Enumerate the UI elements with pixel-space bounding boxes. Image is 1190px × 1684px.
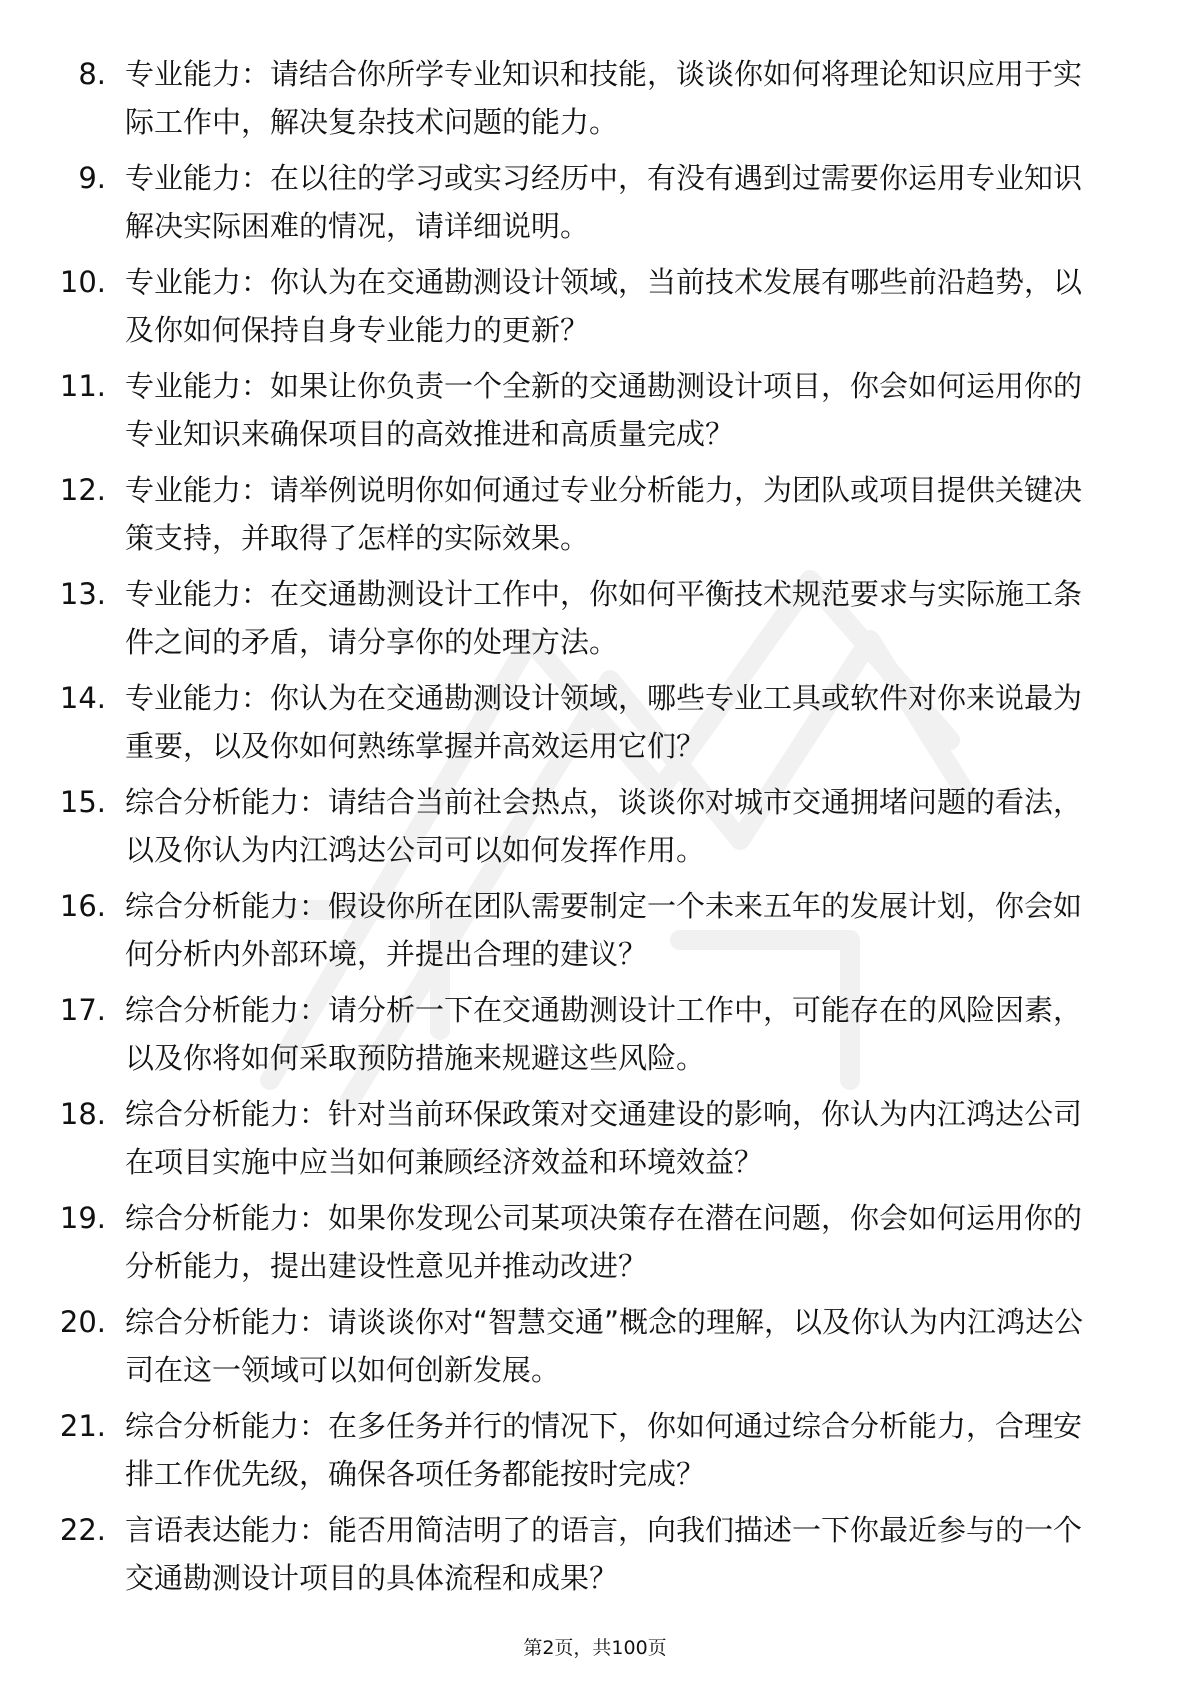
- question-number: 10.: [59, 265, 106, 299]
- question-number: 19.: [59, 1201, 106, 1235]
- question-text: 专业能力：如果让你负责一个全新的交通勘测设计项目，你会如何运用你的专业知识来确保项目的高效推进和高质量完成？: [125, 369, 1083, 451]
- question-text: 综合分析能力：针对当前环保政策对交通建设的影响，你认为内江鸿达公司在项目实施中应当如何兼顾经济效益和环境效益？: [125, 1097, 1083, 1179]
- question-number: 11.: [59, 369, 106, 403]
- question-text: 专业能力：你认为在交通勘测设计领域，当前技术发展有哪些前沿趋势，以及你如何保持自身专业能力的更新？: [125, 265, 1083, 347]
- question-number: 15.: [59, 785, 106, 819]
- question-item: [0, 1194, 1190, 1298]
- question-text: 专业能力：在以往的学习或实习经历中，有没有遇到过需要你运用专业知识解决实际困难的情况，请详细说明。: [125, 161, 1083, 243]
- question-number: 14.: [59, 681, 106, 715]
- question-number: 22.: [59, 1513, 106, 1547]
- question-item: [0, 778, 1190, 882]
- question-number: 18.: [59, 1097, 106, 1131]
- question-text: 综合分析能力：假设你所在团队需要制定一个未来五年的发展计划，你会如何分析内外部环境，并提出合理的建议？: [125, 889, 1083, 971]
- question-number: 16.: [59, 889, 106, 923]
- question-text: 专业能力：在交通勘测设计工作中，你如何平衡技术规范要求与实际施工条件之间的矛盾，请分享你的处理方法。: [125, 577, 1083, 659]
- question-item: [0, 882, 1190, 986]
- question-number: 20.: [59, 1305, 106, 1339]
- question-item: [0, 1506, 1190, 1610]
- question-number: 9.: [78, 161, 106, 195]
- question-item: [0, 154, 1190, 258]
- question-text: 综合分析能力：在多任务并行的情况下，你如何通过综合分析能力，合理安排工作优先级，确保各项任务都能按时完成？: [125, 1409, 1083, 1491]
- question-item: [0, 362, 1190, 466]
- question-text: 言语表达能力：能否用简洁明了的语言，向我们描述一下你最近参与的一个交通勘测设计项目的具体流程和成果？: [125, 1513, 1083, 1595]
- page-footer: 第2页，共100页: [523, 1637, 667, 1659]
- question-text: 综合分析能力：请谈谈你对“智慧交通”概念的理解，以及你认为内江鸿达公司在这一领域可以如何创新发展。: [125, 1305, 1084, 1387]
- question-number: 17.: [59, 993, 106, 1027]
- question-text: 专业能力：你认为在交通勘测设计领域，哪些专业工具或软件对你来说最为重要，以及你如何熟练掌握并高效运用它们？: [125, 681, 1083, 763]
- question-text: 综合分析能力：请结合当前社会热点，谈谈你对城市交通拥堵问题的看法，以及你认为内江鸿达公司可以如何发挥作用。: [125, 785, 1083, 867]
- question-item: [0, 50, 1190, 154]
- question-item: [0, 466, 1190, 570]
- question-item: [0, 258, 1190, 362]
- question-number: 13.: [59, 577, 106, 611]
- question-item: [0, 570, 1190, 674]
- question-text: 综合分析能力：请分析一下在交通勘测设计工作中，可能存在的风险因素，以及你将如何采取预防措施来规避这些风险。: [125, 993, 1083, 1075]
- question-item: [0, 1090, 1190, 1194]
- question-item: [0, 1402, 1190, 1506]
- question-text: 专业能力：请举例说明你如何通过专业分析能力，为团队或项目提供关键决策支持，并取得了怎样的实际效果。: [125, 473, 1083, 555]
- question-number: 12.: [59, 473, 106, 507]
- question-item: [0, 1298, 1190, 1402]
- question-number: 21.: [59, 1409, 106, 1443]
- question-text: 综合分析能力：如果你发现公司某项决策存在潜在问题，你会如何运用你的分析能力，提出建设性意见并推动改进？: [125, 1201, 1083, 1283]
- question-text: 专业能力：请结合你所学专业知识和技能，谈谈你如何将理论知识应用于实际工作中，解决复杂技术问题的能力。: [125, 57, 1083, 139]
- question-list: [0, 50, 1190, 1610]
- question-item: [0, 986, 1190, 1090]
- question-item: [0, 674, 1190, 778]
- question-number: 8.: [78, 57, 106, 91]
